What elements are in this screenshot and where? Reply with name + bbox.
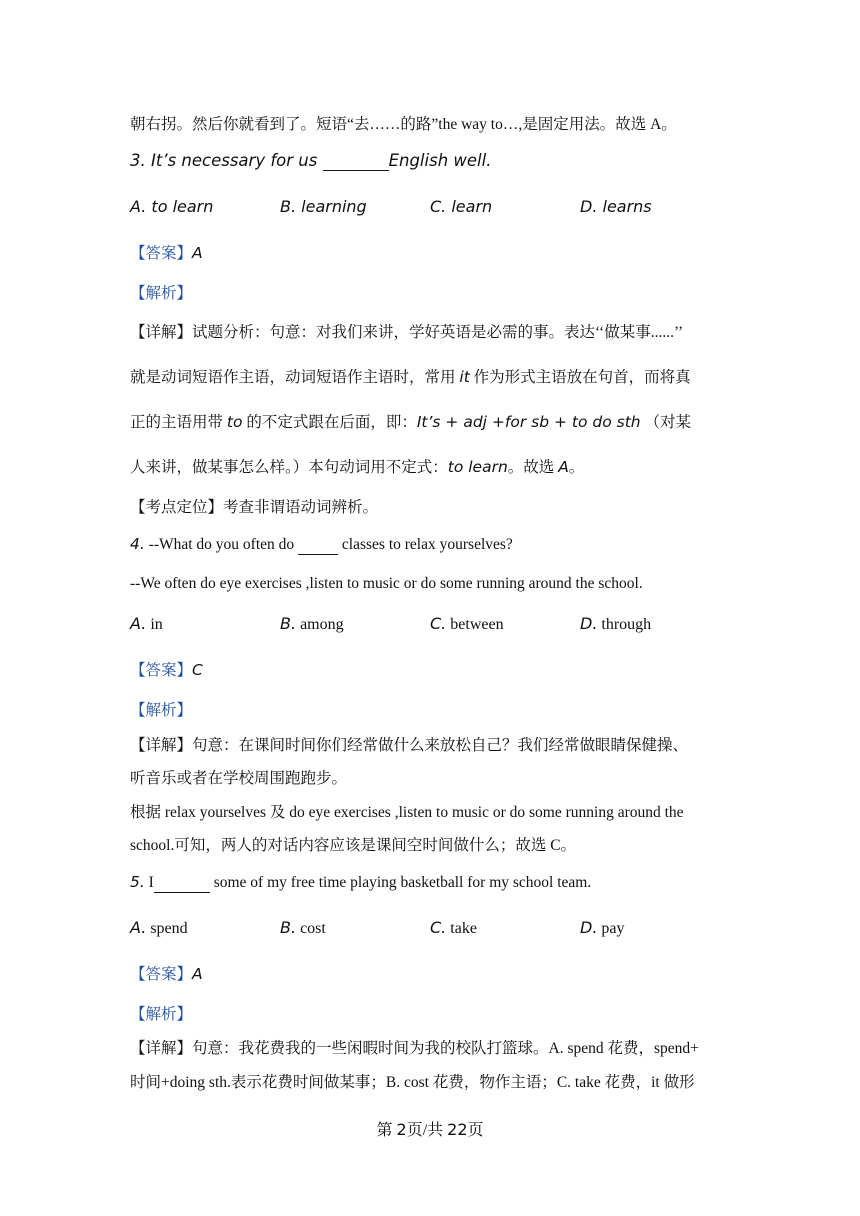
answer-blank [323,151,389,171]
option-d: D. through [580,614,652,633]
question-5: 5. I some of my free time playing basketball for my school team. [130,873,592,891]
answer-blank [298,536,338,555]
detail-line: 【详解】句意：我花费我的一些闲暇时间为我的校队打篮球。A. spend 花费，spend+ [130,1040,699,1057]
option-a: A. spend [130,918,188,937]
option-d: D. pay [580,918,625,937]
key-point-line: 【考点定位】考查非谓语动词辨析。 [130,499,379,516]
detail-line: 时间+doing sth.表示花费时间做某事；B. cost 花费，物作主语；C. take 花费，it 做形 [130,1074,695,1091]
option-a: A. to learn [130,197,214,216]
page-total: 22 [447,1120,468,1139]
answer-line: 【答案】C [130,661,203,679]
answer-blank [154,874,210,893]
question-4: 4. --What do you often do classes to relax yourselves? [130,535,513,553]
option-b: B. among [280,614,344,633]
option-c: C. learn [430,197,493,216]
detail-line: 正的主语用带 to 的不定式跟在后面，即：It’s + adj +for sb + to do sth （对某 [130,413,691,431]
answer-line: 【答案】A [130,244,203,262]
detail-line: 人来讲，做某事怎么样。）本句动词用不定式：to learn。故选 A。 [130,458,585,476]
detail-line: 听音乐或者在学校周围跑跑步。 [130,770,348,787]
option-c: C. between [430,614,504,633]
detail-line: 【详解】试题分析：句意：对我们来讲，学好英语是必需的事。表达‘‘做某事......’’ [130,324,684,341]
answer-line: 【答案】A [130,965,203,983]
analysis-heading: 【解析】 [130,1006,193,1023]
dialogue-line: --We often do eye exercises ,listen to music or do some running around the school. [130,575,643,592]
page-footer: 第 2页/共 22页 [376,1120,484,1139]
text-line: 朝右拐。然后你就看到了。短语“去……的路”the way to…,是固定用法。故选 A。 [130,116,677,133]
detail-line: 【详解】句意：在课间时间你们经常做什么来放松自己？我们经常做眼睛保健操、 [130,737,689,754]
option-a: A. in [130,614,163,633]
option-b: B. learning [280,197,367,216]
page-number: 2 [396,1120,407,1139]
option-c: C. take [430,918,477,937]
question-3: 3. It’s necessary for us English well. [130,151,492,170]
analysis-heading: 【解析】 [130,702,193,719]
option-d: D. learns [580,197,652,216]
option-b: B. cost [280,918,326,937]
detail-line: 就是动词短语作主语，动词短语作主语时，常用 it 作为形式主语放在句首，而将真 [130,368,691,386]
detail-line: 根据 relax yourselves 及 do eye exercises ,listen to music or do some running around the [130,804,684,821]
analysis-heading: 【解析】 [130,285,193,302]
detail-line: school.可知，两人的对话内容应该是课间空时间做什么；故选 C。 [130,837,577,854]
